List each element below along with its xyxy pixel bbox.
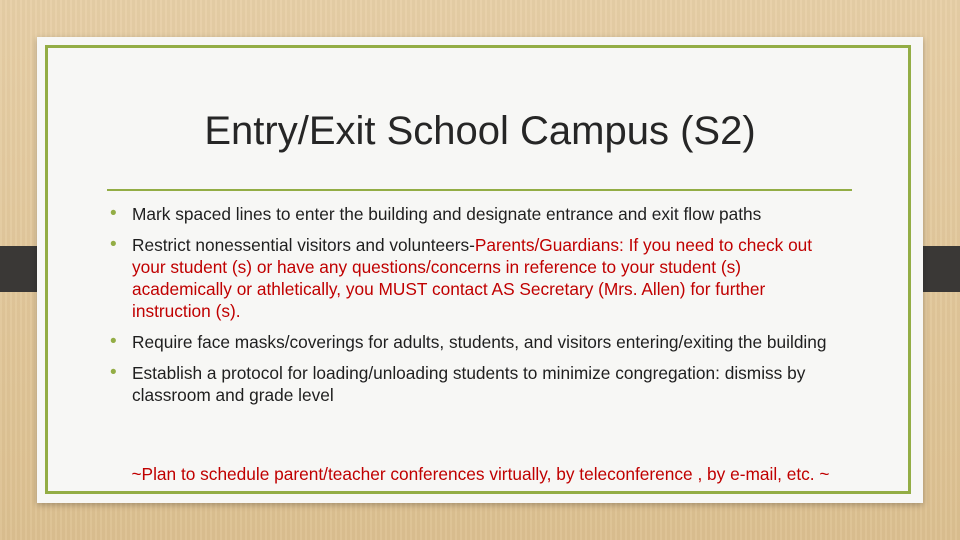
bullet-text: Restrict nonessential visitors and volunteers- bbox=[132, 235, 475, 255]
bullet-highlight-text: Parents/Guardians: If you need to check out your student (s) or have any questions/concerns in reference to your student (s) academically or athletically, you MUST contact AS Secretary (Mrs. Allen) for further instruction (s). bbox=[132, 235, 813, 321]
bullet-text: Require face masks/coverings for adults, students, and visitors entering/exiting the building bbox=[132, 332, 827, 352]
title-divider bbox=[107, 189, 852, 191]
bullet-list bbox=[110, 203, 835, 415]
bullet-item bbox=[110, 203, 835, 225]
bullet-text: Establish a protocol for loading/unloading students to minimize congregation: dismiss by classroom and grade level bbox=[132, 363, 806, 405]
bullet-text: Mark spaced lines to enter the building and designate entrance and exit flow paths bbox=[132, 204, 762, 224]
slide-title: Entry/Exit School Campus (S2) bbox=[204, 109, 756, 153]
bullet-item bbox=[110, 362, 835, 406]
bullet-dot-icon: • bbox=[110, 331, 117, 352]
footnote: ~Plan to schedule parent/teacher conferences virtually, by teleconference , by e-mail, etc. ~ bbox=[131, 464, 830, 484]
bullet-item bbox=[110, 331, 835, 353]
bullet-item bbox=[110, 234, 835, 322]
bullet-dot-icon: • bbox=[110, 234, 117, 255]
bullet-dot-icon: • bbox=[110, 362, 117, 383]
bullet-dot-icon: • bbox=[110, 203, 117, 224]
